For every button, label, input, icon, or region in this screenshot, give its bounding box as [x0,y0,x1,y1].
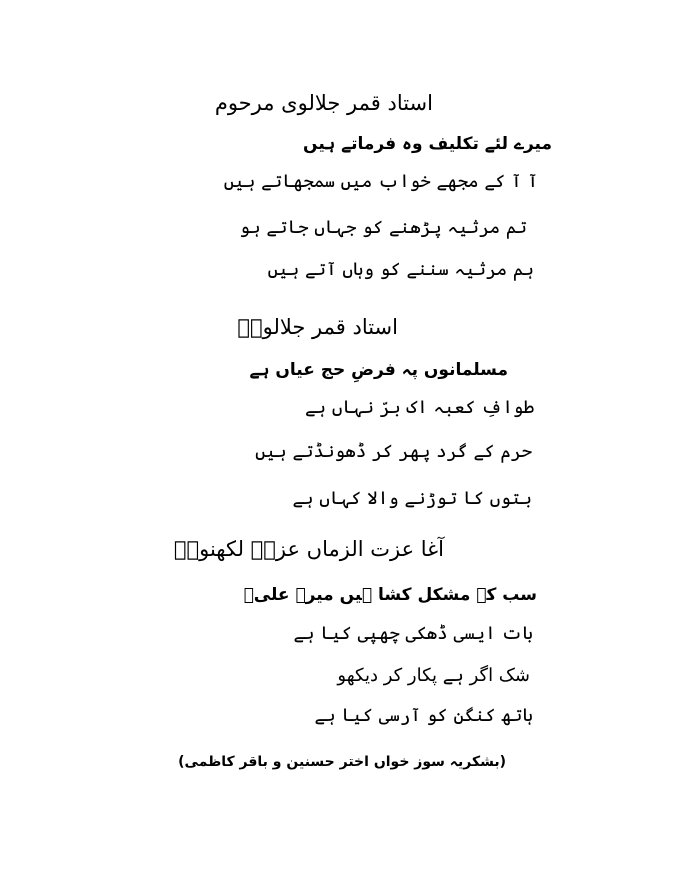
verse-line-2-2: حرم کے گرد پھر کر ڈھونڈتے ہیں [255,441,532,462]
verse-line-2-3: بتوں کا توڑنے والا کہاں ہے [292,488,532,509]
verse-line-3-2: شک اگر ہے پکار کر دیکھو [337,665,530,686]
poet-heading-1: استاد قمر جلالوی مرحوم [214,91,433,115]
verse-line-1-3: ہم مرثیہ سننے کو وہاں آتے ہیں [267,259,534,280]
verse-line-3-3: ہاتھ کنگن کو آرسی کیا ہے [314,705,533,726]
poet-heading-2: استاد قمر جلالویؒ [237,315,398,339]
poet-heading-3: آغا عزت الزماں عزتؔ لکھنویؒ [173,537,444,561]
intro-line-2: مسلمانوں پہ فرضِ حج عیاں ہے [249,360,508,380]
verse-line-3-1: بات ایسی ڈھکی چھپی کیا ہے [293,623,533,644]
verse-line-1-1: آ آ کے مجھے خواب میں سمجھاتے ہیں [223,171,538,192]
verse-line-1-2: تم مرثیہ پڑھنے کو جہاں جاتے ہو [239,217,527,238]
credit-line: (بشکریہ سوز خواں اختر حسنین و باقر کاظمی) [178,754,506,770]
intro-line-1: میرے لئے تکلیف وہ فرماتے ہیں [303,134,552,154]
verse-line-2-1: طوافِ کعبہ اک برّ نہاں ہے [305,397,534,418]
intro-line-3: سب کے مشکل کشا ہیں میرے علیؑ [243,585,537,605]
